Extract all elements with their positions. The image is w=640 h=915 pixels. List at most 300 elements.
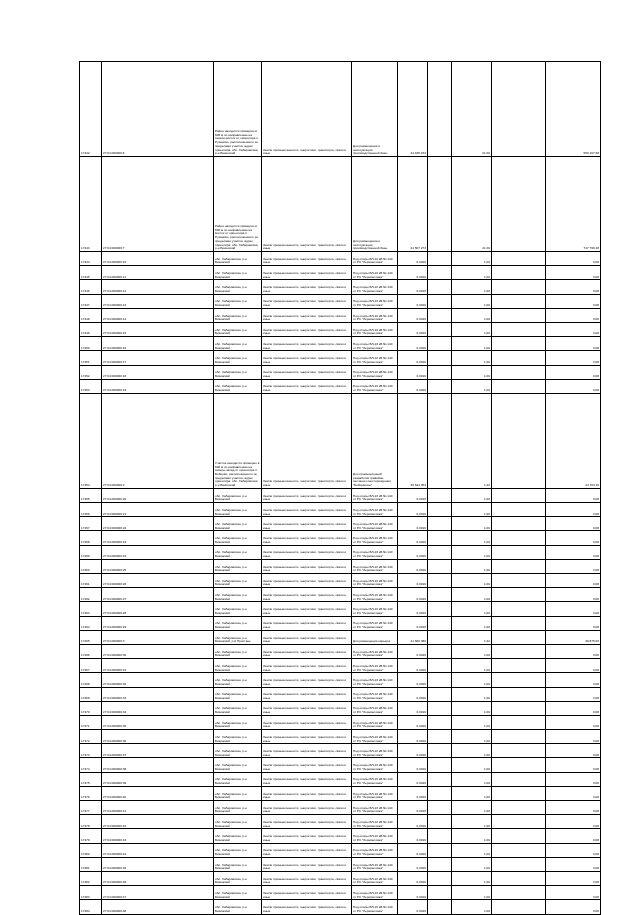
row-number-cell: 17479 xyxy=(80,829,102,843)
empty-cell xyxy=(492,252,546,266)
land-category-cell: Земли промышленности, энергетики, транспорта, связи и иные xyxy=(262,772,352,786)
area-cell: 0,0016 xyxy=(398,351,428,365)
coefficient-cell: 1,00 xyxy=(452,294,492,308)
area-cell: 0,0016 xyxy=(398,280,428,294)
value-cell: 0,08 xyxy=(546,673,601,687)
row-number-cell: 17476 xyxy=(80,786,102,800)
empty-cell xyxy=(428,322,452,336)
empty-cell xyxy=(492,351,546,365)
coefficient-cell: 1,00 xyxy=(452,517,492,531)
land-category-cell: Земли промышленности, энергетики, транспорта, связи и иные xyxy=(262,252,352,266)
land-category-cell: Земли промышленности, энергетики, транспорта, связи и иные xyxy=(262,829,352,843)
table-row xyxy=(80,337,601,351)
empty-cell xyxy=(492,815,546,829)
empty-cell xyxy=(492,786,546,800)
cadastral-number-cell: 27:04:000000:33 xyxy=(102,687,214,701)
permitted-use-cell: Под опоры ВЛ-10 кВ № 140 от РС "Лермонтовка" xyxy=(352,252,398,266)
row-number-cell: 17481 xyxy=(80,857,102,871)
row-number-cell: 17459 xyxy=(80,545,102,559)
row-number-cell: 17456 xyxy=(80,503,102,517)
address-cell: обл. Хабаровская, р-н Бикинский xyxy=(214,801,262,815)
value-cell: 0,08 xyxy=(546,758,601,772)
value-cell: 0,08 xyxy=(546,886,601,900)
cadastral-number-cell: 27:04:000000:15 xyxy=(102,322,214,336)
land-category-cell: Земли промышленности, энергетики, транспорта, связи и иные xyxy=(262,786,352,800)
table-row xyxy=(80,280,601,294)
value-cell: 0,08 xyxy=(546,786,601,800)
land-category-cell: Земли промышленности, энергетики, транспорта, связи и иные xyxy=(262,503,352,517)
permitted-use-cell: Под опоры ВЛ-10 кВ № 140 от РС "Лермонтовка" xyxy=(352,322,398,336)
address-cell: обл. Хабаровская, р-н Бикинский xyxy=(214,701,262,715)
area-cell: 0,0016 xyxy=(398,588,428,602)
empty-cell xyxy=(492,730,546,744)
table-row xyxy=(80,786,601,800)
address-cell: обл. Хабаровская, р-н Бикинский xyxy=(214,843,262,857)
address-cell: обл. Хабаровская, р-н Бикинский xyxy=(214,715,262,729)
row-number-cell: 17461 xyxy=(80,574,102,588)
land-plots-table xyxy=(79,61,601,915)
table-row xyxy=(80,900,601,914)
area-cell: 0,0016 xyxy=(398,772,428,786)
address-cell: обл. Хабаровская, р-н Бикинский xyxy=(214,280,262,294)
empty-cell xyxy=(492,157,546,252)
value-cell: 0,08 xyxy=(546,744,601,758)
cadastral-number-cell: 27:04:000000:24 xyxy=(102,545,214,559)
empty-cell xyxy=(428,815,452,829)
empty-cell xyxy=(492,488,546,502)
coefficient-cell: 1,00 xyxy=(452,616,492,630)
address-cell: Участок находится примерно в 500 м по направлению на северо-запад от ориентира п. Бойцово, расположенного за пределами участка, адрес ориентира: обл. Хабаровская, р-н Бикинский xyxy=(214,393,262,488)
area-cell: 0,0016 xyxy=(398,503,428,517)
table-row xyxy=(80,308,601,322)
empty-cell xyxy=(428,871,452,885)
empty-cell xyxy=(428,351,452,365)
row-number-cell: 17449 xyxy=(80,322,102,336)
land-category-cell: Земли промышленности, энергетики, транспорта, связи и иные xyxy=(262,644,352,658)
area-cell: 0,0016 xyxy=(398,829,428,843)
cadastral-number-cell: 27:04:000000:42 xyxy=(102,815,214,829)
row-number-cell: 17471 xyxy=(80,715,102,729)
table-row xyxy=(80,574,601,588)
row-number-cell: 17482 xyxy=(80,871,102,885)
area-cell: 0,0016 xyxy=(398,545,428,559)
permitted-use-cell: Под опоры ВЛ-10 кВ № 140 от РС "Лермонтовка" xyxy=(352,715,398,729)
table-row xyxy=(80,772,601,786)
land-category-cell: Земли промышленности, энергетики, транспорта, связи и иные xyxy=(262,62,352,157)
cadastral-number-cell: 27:04:000000:45 xyxy=(102,857,214,871)
empty-cell xyxy=(492,616,546,630)
row-number-cell: 17448 xyxy=(80,308,102,322)
empty-cell xyxy=(492,758,546,772)
empty-cell xyxy=(428,531,452,545)
area-cell: 24 507 273 xyxy=(398,157,428,252)
land-category-cell: Земли промышленности, энергетики, транспорта, связи и иные xyxy=(262,843,352,857)
address-cell: обл. Хабаровская, р-н Бикинский xyxy=(214,365,262,379)
value-cell: 0,08 xyxy=(546,730,601,744)
empty-cell xyxy=(492,644,546,658)
table-row xyxy=(80,815,601,829)
empty-cell xyxy=(428,843,452,857)
coefficient-cell: 1,22 xyxy=(452,393,492,488)
land-category-cell: Земли промышленности, энергетики, транспорта, связи и иные xyxy=(262,365,352,379)
value-cell: 0,08 xyxy=(546,871,601,885)
row-number-cell: 17484 xyxy=(80,900,102,914)
empty-cell xyxy=(428,559,452,573)
area-cell: 0,0016 xyxy=(398,252,428,266)
land-category-cell: Земли промышленности, энергетики, транспорта, связи и иные xyxy=(262,280,352,294)
area-cell: 0,0016 xyxy=(398,266,428,280)
coefficient-cell: 1,00 xyxy=(452,280,492,294)
address-cell: обл. Хабаровская, р-н Бикинский xyxy=(214,786,262,800)
address-cell: обл. Хабаровская, р-н Бикинский xyxy=(214,815,262,829)
permitted-use-cell: Под опоры ВЛ-10 кВ № 140 от РС "Лермонтовка" xyxy=(352,857,398,871)
address-cell: обл. Хабаровская, р-н Бикинский xyxy=(214,730,262,744)
cadastral-number-cell: 27:04:000000:37 xyxy=(102,744,214,758)
table-row xyxy=(80,871,601,885)
empty-cell xyxy=(428,673,452,687)
address-cell: обл. Хабаровская, р-н Бикинский, р-й Пристань xyxy=(214,630,262,644)
empty-cell xyxy=(492,687,546,701)
empty-cell xyxy=(428,266,452,280)
area-cell: 0,0016 xyxy=(398,871,428,885)
table-body xyxy=(80,62,601,915)
value-cell: 0,08 xyxy=(546,644,601,658)
empty-cell xyxy=(428,857,452,871)
land-category-cell: Земли промышленности, энергетики, транспорта, связи и иные xyxy=(262,758,352,772)
row-number-cell: 17467 xyxy=(80,659,102,673)
cadastral-number-cell: 27:04:000000:25 xyxy=(102,559,214,573)
land-category-cell: Земли промышленности, энергетики, транспорта, связи и иные xyxy=(262,393,352,488)
address-cell: Район находится примерно в 500 м по направлению на северо-восток от ориентира п. Рузаново, расположенного за пределами участка, адрес ориентира: обл. Хабаровская, р-н Бикинский xyxy=(214,62,262,157)
empty-cell xyxy=(492,337,546,351)
area-cell: 0,0016 xyxy=(398,857,428,871)
empty-cell xyxy=(428,308,452,322)
address-cell: обл. Хабаровская, р-н Бикинский xyxy=(214,602,262,616)
value-cell: 0,08 xyxy=(546,559,601,573)
value-cell: 49 875 00 xyxy=(546,630,601,644)
row-number-cell: 17442 xyxy=(80,62,102,157)
value-cell: 0,08 xyxy=(546,843,601,857)
empty-cell xyxy=(428,545,452,559)
land-category-cell: Земли промышленности, энергетики, транспорта, связи и иные xyxy=(262,488,352,502)
row-number-cell: 17480 xyxy=(80,843,102,857)
table-row xyxy=(80,886,601,900)
row-number-cell: 17446 xyxy=(80,280,102,294)
table-row xyxy=(80,365,601,379)
row-number-cell: 17463 xyxy=(80,602,102,616)
land-category-cell: Земли промышленности, энергетики, транспорта, связи и иные xyxy=(262,616,352,630)
address-cell: обл. Хабаровская, р-н Бикинский xyxy=(214,588,262,602)
empty-cell xyxy=(428,157,452,252)
coefficient-cell: 1,00 xyxy=(452,503,492,517)
value-cell: 0,08 xyxy=(546,294,601,308)
area-cell: 0,0016 xyxy=(398,815,428,829)
address-cell: обл. Хабаровская, р-н Бикинский xyxy=(214,252,262,266)
land-category-cell: Земли промышленности, энергетики, транспорта, связи и иные xyxy=(262,815,352,829)
table-row xyxy=(80,630,601,644)
empty-cell xyxy=(428,715,452,729)
address-cell: обл. Хабаровская, р-н Бикинский xyxy=(214,673,262,687)
value-cell: 0,08 xyxy=(546,308,601,322)
coefficient-cell: 1,00 xyxy=(452,351,492,365)
value-cell: 0,08 xyxy=(546,280,601,294)
empty-cell xyxy=(492,62,546,157)
land-category-cell: Земли промышленности, энергетики, транспорта, связи и иные xyxy=(262,559,352,573)
permitted-use-cell: Под опоры ВЛ-10 кВ № 140 от РС "Лермонтовка" xyxy=(352,365,398,379)
permitted-use-cell: Под опоры ВЛ-10 кВ № 140 от РС "Лермонтовка" xyxy=(352,900,398,914)
row-number-cell: 17465 xyxy=(80,630,102,644)
value-cell: 0,08 xyxy=(546,588,601,602)
value-cell: 747 798 48 xyxy=(546,157,601,252)
empty-cell xyxy=(492,574,546,588)
cadastral-number-cell: 27:04:000000:18 xyxy=(102,365,214,379)
coefficient-cell: 1,00 xyxy=(452,857,492,871)
table-row xyxy=(80,673,601,687)
address-cell: обл. Хабаровская, р-н Бикинский xyxy=(214,857,262,871)
area-cell: 36 641 353 xyxy=(398,393,428,488)
cadastral-number-cell: 27:04:000000:13 xyxy=(102,294,214,308)
table-row xyxy=(80,294,601,308)
value-cell: 44 703 45 xyxy=(546,393,601,488)
value-cell: 0,08 xyxy=(546,252,601,266)
row-number-cell: 17445 xyxy=(80,266,102,280)
value-cell: 0,08 xyxy=(546,829,601,843)
coefficient-cell: 1,00 xyxy=(452,687,492,701)
coefficient-cell: 1,00 xyxy=(452,758,492,772)
cadastral-number-cell: 27:04:000000:10 xyxy=(102,252,214,266)
value-cell: 0,08 xyxy=(546,687,601,701)
empty-cell xyxy=(428,801,452,815)
permitted-use-cell: Для промышленной разработки гравийно-песчаного месторождения "Бойцовское" xyxy=(352,393,398,488)
empty-cell xyxy=(492,843,546,857)
address-cell: обл. Хабаровская, р-н Бикинский xyxy=(214,744,262,758)
coefficient-cell: 1,00 xyxy=(452,545,492,559)
coefficient-cell: 1,00 xyxy=(452,673,492,687)
cadastral-number-cell: 27:04:000000:11 xyxy=(102,266,214,280)
value-cell: 0,08 xyxy=(546,365,601,379)
address-cell: обл. Хабаровская, р-н Бикинский xyxy=(214,574,262,588)
coefficient-cell: 1,00 xyxy=(452,365,492,379)
area-cell: 0,0016 xyxy=(398,574,428,588)
land-category-cell: Земли промышленности, энергетики, транспорта, связи и иные xyxy=(262,687,352,701)
empty-cell xyxy=(492,322,546,336)
cadastral-number-cell: 27:04:000000:22 xyxy=(102,517,214,531)
coefficient-cell: 1,00 xyxy=(452,252,492,266)
empty-cell xyxy=(428,701,452,715)
table-row xyxy=(80,616,601,630)
empty-cell xyxy=(492,602,546,616)
permitted-use-cell: Под опоры ВЛ-10 кВ № 140 от РС "Лермонтовка" xyxy=(352,531,398,545)
table-row xyxy=(80,758,601,772)
row-number-cell: 17462 xyxy=(80,588,102,602)
area-cell: 0,0016 xyxy=(398,488,428,502)
table-row xyxy=(80,659,601,673)
empty-cell xyxy=(428,687,452,701)
cadastral-number-cell: 27:04:000000:27 xyxy=(102,588,214,602)
permitted-use-cell: Для размещения карьера xyxy=(352,630,398,644)
address-cell: обл. Хабаровская, р-н Бикинский xyxy=(214,886,262,900)
empty-cell xyxy=(492,900,546,914)
cadastral-number-cell: 27:04:000000:43 xyxy=(102,829,214,843)
area-cell: 0,0016 xyxy=(398,616,428,630)
area-cell: 0,0016 xyxy=(398,322,428,336)
empty-cell xyxy=(428,280,452,294)
address-cell: обл. Хабаровская, р-н Бикинский xyxy=(214,351,262,365)
row-number-cell: 17483 xyxy=(80,886,102,900)
address-cell: Район находится примерно в 500 м по направлению на восток от ориентира п. Рузаново, расположенного за пределами участка, адрес ориентира: обл. Хабаровская, р-н Бикинский xyxy=(214,157,262,252)
land-category-cell: Земли промышленности, энергетики, транспорта, связи и иные xyxy=(262,157,352,252)
empty-cell xyxy=(428,503,452,517)
row-number-cell: 17450 xyxy=(80,337,102,351)
land-category-cell: Земли промышленности, энергетики, транспорта, связи и иные xyxy=(262,322,352,336)
value-cell: 0,08 xyxy=(546,659,601,673)
empty-cell xyxy=(492,871,546,885)
table-row xyxy=(80,843,601,857)
value-cell: 0,08 xyxy=(546,322,601,336)
area-cell: 0,0016 xyxy=(398,308,428,322)
empty-cell xyxy=(492,701,546,715)
permitted-use-cell: Под опоры ВЛ-10 кВ № 140 от РС "Лермонтовка" xyxy=(352,886,398,900)
empty-cell xyxy=(492,630,546,644)
permitted-use-cell: Под опоры ВЛ-10 кВ № 140 от РС "Лермонтовка" xyxy=(352,503,398,517)
empty-cell xyxy=(492,308,546,322)
coefficient-cell: 1,00 xyxy=(452,574,492,588)
area-cell: 0,0016 xyxy=(398,559,428,573)
value-cell: 0,08 xyxy=(546,616,601,630)
cadastral-number-cell: 27:04:000000:41 xyxy=(102,801,214,815)
address-cell: обл. Хабаровская, р-н Бикинский xyxy=(214,488,262,502)
area-cell: 0,0016 xyxy=(398,379,428,393)
area-cell: 0,0016 xyxy=(398,843,428,857)
coefficient-cell: 1,00 xyxy=(452,559,492,573)
area-cell: 0,0016 xyxy=(398,365,428,379)
row-number-cell: 17464 xyxy=(80,616,102,630)
table-row xyxy=(80,322,601,336)
area-cell: 0,0016 xyxy=(398,730,428,744)
empty-cell xyxy=(492,857,546,871)
coefficient-cell: 1,00 xyxy=(452,308,492,322)
land-category-cell: Земли промышленности, энергетики, транспорта, связи и иные xyxy=(262,294,352,308)
permitted-use-cell: Под опоры ВЛ-10 кВ № 140 от РС "Лермонтовка" xyxy=(352,829,398,843)
empty-cell xyxy=(428,62,452,157)
empty-cell xyxy=(492,280,546,294)
land-category-cell: Земли промышленности, энергетики, транспорта, связи и иные xyxy=(262,673,352,687)
value-cell: 0,08 xyxy=(546,801,601,815)
coefficient-cell: 1,00 xyxy=(452,659,492,673)
permitted-use-cell: Под опоры ВЛ-10 кВ № 140 от РС "Лермонтовка" xyxy=(352,801,398,815)
permitted-use-cell: Под опоры ВЛ-10 кВ № 140 от РС "Лермонтовка" xyxy=(352,772,398,786)
permitted-use-cell: Под опоры ВЛ-10 кВ № 140 от РС "Лермонтовка" xyxy=(352,266,398,280)
address-cell: обл. Хабаровская, р-н Бикинский xyxy=(214,503,262,517)
address-cell: обл. Хабаровская, р-н Бикинский xyxy=(214,871,262,885)
value-cell: 0,08 xyxy=(546,379,601,393)
table-row xyxy=(80,488,601,502)
empty-cell xyxy=(428,252,452,266)
table-row xyxy=(80,701,601,715)
area-cell: 0,0016 xyxy=(398,602,428,616)
area-cell: 0,0016 xyxy=(398,294,428,308)
coefficient-cell: 1,00 xyxy=(452,602,492,616)
empty-cell xyxy=(492,801,546,815)
empty-cell xyxy=(428,829,452,843)
value-cell: 0,08 xyxy=(546,488,601,502)
permitted-use-cell: Под опоры ВЛ-10 кВ № 140 от РС "Лермонтовка" xyxy=(352,786,398,800)
empty-cell xyxy=(492,393,546,488)
value-cell: 0,08 xyxy=(546,337,601,351)
empty-cell xyxy=(492,365,546,379)
area-cell: 0,0016 xyxy=(398,701,428,715)
row-number-cell: 17452 xyxy=(80,365,102,379)
cadastral-number-cell: 27:04:000000:44 xyxy=(102,843,214,857)
empty-cell xyxy=(492,559,546,573)
land-category-cell: Земли промышленности, энергетики, транспорта, связи и иные xyxy=(262,337,352,351)
address-cell: обл. Хабаровская, р-н Бикинский xyxy=(214,379,262,393)
permitted-use-cell: Под опоры ВЛ-10 кВ № 140 от РС "Лермонтовка" xyxy=(352,351,398,365)
row-number-cell: 17466 xyxy=(80,644,102,658)
permitted-use-cell: Для размещения и эксплуатации производственной базы xyxy=(352,62,398,157)
cadastral-number-cell: 27:04:000000:6 xyxy=(102,62,214,157)
permitted-use-cell: Под опоры ВЛ-10 кВ № 140 от РС "Лермонтовка" xyxy=(352,588,398,602)
value-cell: 0,08 xyxy=(546,772,601,786)
coefficient-cell: 1,00 xyxy=(452,531,492,545)
coefficient-cell: 1,00 xyxy=(452,266,492,280)
cadastral-number-cell: 27:04:000000:34 xyxy=(102,701,214,715)
coefficient-cell: 1,00 xyxy=(452,701,492,715)
table-row xyxy=(80,157,601,252)
address-cell: обл. Хабаровская, р-н Бикинский xyxy=(214,322,262,336)
cadastral-number-cell: 27:04:000000:19 xyxy=(102,379,214,393)
permitted-use-cell: Под опоры ВЛ-10 кВ № 140 от РС "Лермонтовка" xyxy=(352,574,398,588)
empty-cell xyxy=(428,644,452,658)
address-cell: обл. Хабаровская, р-н Бикинский xyxy=(214,829,262,843)
land-category-cell: Земли промышленности, энергетики, транспорта, связи и иные xyxy=(262,730,352,744)
cadastral-number-cell: 27:04:000000:14 xyxy=(102,308,214,322)
address-cell: обл. Хабаровская, р-н Бикинский xyxy=(214,266,262,280)
land-register-sheet xyxy=(79,61,600,915)
address-cell: обл. Хабаровская, р-н Бикинский xyxy=(214,545,262,559)
value-cell: 0,08 xyxy=(546,531,601,545)
address-cell: обл. Хабаровская, р-н Бикинский xyxy=(214,644,262,658)
area-cell: 41 660 380 xyxy=(398,630,428,644)
address-cell: обл. Хабаровская, р-н Бикинский xyxy=(214,559,262,573)
value-cell: 0,08 xyxy=(546,351,601,365)
row-number-cell: 17468 xyxy=(80,673,102,687)
land-category-cell: Земли промышленности, энергетики, транспорта, связи и иные xyxy=(262,715,352,729)
row-number-cell: 17473 xyxy=(80,744,102,758)
coefficient-cell: 1,00 xyxy=(452,801,492,815)
cadastral-number-cell: 27:04:000000:16 xyxy=(102,337,214,351)
permitted-use-cell: Под опоры ВЛ-10 кВ № 140 от РС "Лермонтовка" xyxy=(352,815,398,829)
empty-cell xyxy=(428,730,452,744)
row-number-cell: 17453 xyxy=(80,379,102,393)
table-row xyxy=(80,687,601,701)
coefficient-cell: 1,00 xyxy=(452,322,492,336)
empty-cell xyxy=(492,588,546,602)
table-row xyxy=(80,829,601,843)
permitted-use-cell: Под опоры ВЛ-10 кВ № 140 от РС "Лермонтовка" xyxy=(352,488,398,502)
empty-cell xyxy=(492,517,546,531)
area-cell: 0,0016 xyxy=(398,886,428,900)
row-number-cell: 17469 xyxy=(80,687,102,701)
area-cell: 0,0016 xyxy=(398,337,428,351)
cadastral-number-cell: 27:04:000000:17 xyxy=(102,351,214,365)
area-cell: 0,0016 xyxy=(398,900,428,914)
cadastral-number-cell: 27:04:000000:39 xyxy=(102,772,214,786)
address-cell: обл. Хабаровская, р-н Бикинский xyxy=(214,337,262,351)
value-cell: 0,08 xyxy=(546,602,601,616)
coefficient-cell: 1,00 xyxy=(452,644,492,658)
land-category-cell: Земли промышленности, энергетики, транспорта, связи и иные xyxy=(262,545,352,559)
